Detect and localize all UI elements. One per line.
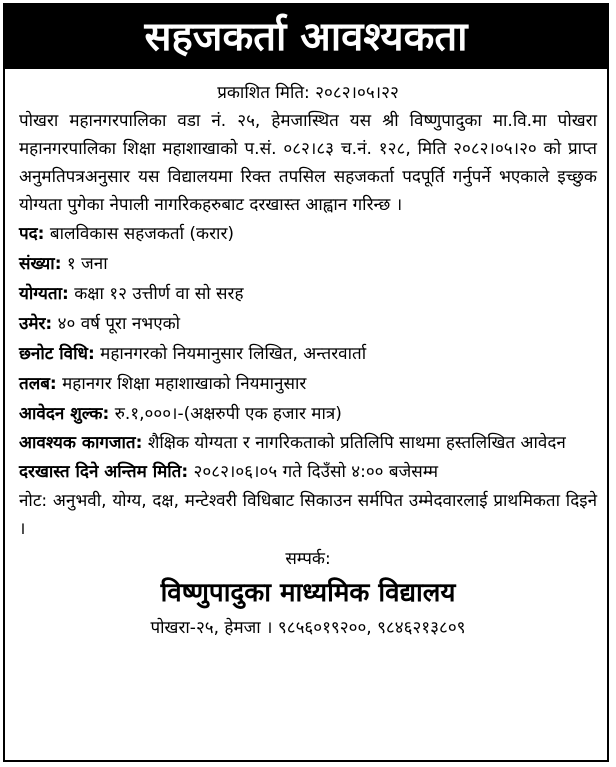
notice-frame (3, 3, 609, 762)
field-qualification (19, 279, 597, 309)
field-count (19, 249, 597, 279)
field-documents-label: आवश्यक कागजात: (19, 433, 143, 453)
published-date: प्रकाशित मिति: २०८२।०५।२२ (217, 83, 399, 103)
field-fee (19, 399, 597, 429)
field-age-value: ४० वर्ष पूरा नभएको (52, 314, 181, 334)
field-post-value: बालविकास सहजकर्ता (करार) (44, 224, 235, 244)
field-age (19, 309, 597, 339)
note-paragraph: नोट: अनुभवी, योग्य, दक्ष, मन्टेश्वरी विधिबाट सिकाउन सर्मपित उम्मेदवारलाई प्राथमिकता दिइने । (19, 491, 597, 539)
field-count-label: संख्या: (19, 254, 62, 274)
field-salary-label: तलब: (19, 374, 57, 394)
field-selection-value: महानगरको नियमानुसार लिखित, अन्तरवार्ता (94, 344, 367, 364)
field-post (19, 219, 597, 249)
field-documents (19, 429, 597, 457)
notice-body (19, 79, 597, 643)
field-fee-value: रु.१,०००।-(अक्षरुपी एक हजार मात्र) (109, 404, 342, 424)
field-selection-label: छनोट विधि: (19, 344, 95, 364)
field-count-value: १ जना (61, 254, 108, 274)
school-address: पोखरा-२५, हेमजा । ९८५६०१९२००, ९८४६२१३८०९ (150, 618, 466, 638)
field-post-label: पद: (19, 224, 45, 244)
intro-paragraph: पोखरा महानगरपालिका वडा नं. २५, हेमजास्थित यस श्री विष्णुपादुका मा.वि.मा पोखरा महानगरपालिका शिक्षा महाशाखाको प.सं. ०८२।८३ च.नं. १२८, मिति २०८२।०५।२० को प्राप्त अनुमतिपत्रअनुसार यस विद्यालयमा रिक्त तपसिल सहजकर्ता पदपूर्ति गर्नुपर्ने भएकाले इच्छुक योग्यता पुगेका नेपाली नागरिकहरुबाट दरखास्त आह्वान गरिन्छ । (19, 111, 597, 215)
notice-title: सहजकर्ता आवश्यकता (5, 5, 607, 69)
field-age-label: उमेर: (19, 314, 53, 334)
field-deadline-value: २०८२।०६।०५ गते दिउँसो ४:०० बजेसम्म (188, 462, 438, 482)
field-documents-value: शैक्षिक योग्यता र नागरिकताको प्रतिलिपि साथमा हस्तलिखित आवेदन (142, 433, 566, 453)
field-salary (19, 369, 597, 399)
field-salary-value: महानगर शिक्षा महाशाखाको नियमानुसार (56, 374, 307, 394)
field-fee-label: आवेदन शुल्क: (19, 404, 110, 424)
field-deadline (19, 457, 597, 487)
field-qualification-label: योग्यता: (19, 284, 69, 304)
field-selection (19, 339, 597, 369)
field-qualification-value: कक्षा १२ उत्तीर्ण वा सो सरह (68, 284, 244, 304)
field-deadline-label: दरखास्त दिने अन्तिम मिति: (19, 462, 189, 482)
school-name: विष्णुपादुका माध्यमिक विद्यालय (160, 578, 456, 608)
contact-label: सम्पर्क: (285, 549, 331, 569)
